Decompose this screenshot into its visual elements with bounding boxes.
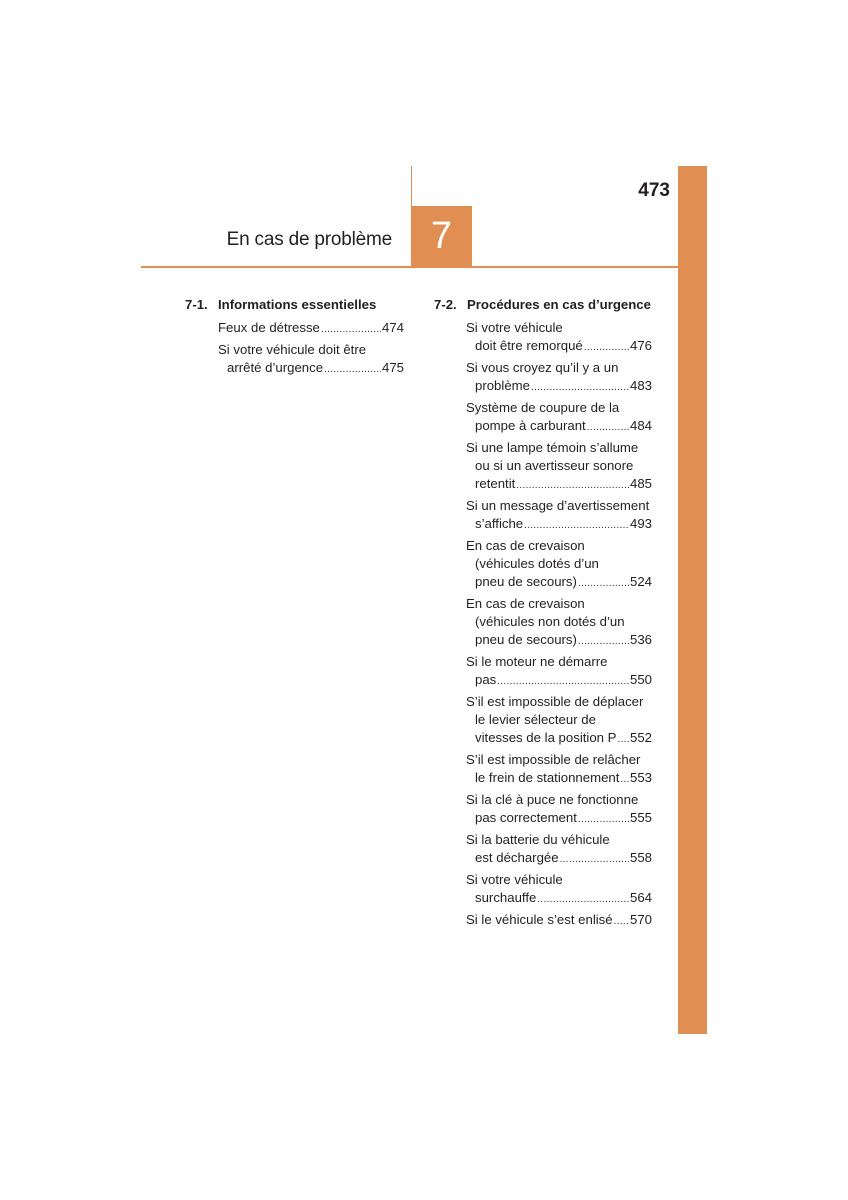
toc-page-number: 552	[629, 730, 652, 745]
dot-leader	[584, 339, 629, 357]
toc-page-number: 558	[629, 850, 652, 865]
toc-entry-text: S’il est impossible de relâcher	[466, 752, 641, 767]
section-title: Informations essentielles	[218, 297, 377, 312]
toc-entry[interactable]	[466, 359, 652, 395]
toc-entry-text: Si un message d’avertissement	[466, 498, 650, 513]
toc-entry-text: Si votre véhicule	[466, 872, 563, 887]
toc-entry-text: le levier sélecteur de	[475, 712, 596, 727]
toc-page-number: 493	[629, 516, 652, 531]
toc-entry-text: ou si un avertisseur sonore	[475, 458, 634, 473]
toc-entry-text: Si votre véhicule doit être	[218, 342, 367, 357]
toc-entry-text: Système de coupure de la	[466, 400, 620, 415]
toc-page-number: 570	[629, 912, 652, 927]
toc-entry[interactable]	[466, 791, 652, 827]
dot-leader	[578, 633, 629, 651]
toc-entry-text: Si le moteur ne démarre	[466, 654, 608, 669]
toc-page-number: 483	[629, 378, 652, 393]
dot-leader	[578, 811, 629, 829]
toc-entry-text: Si vous croyez qu’il y a un	[466, 360, 619, 375]
dot-leader	[614, 913, 629, 931]
section-number: 7-1.	[185, 297, 208, 312]
toc-entry-text: pneu de secours)	[475, 574, 577, 589]
toc-entry[interactable]	[466, 595, 652, 649]
toc-page-number: 524	[629, 574, 652, 589]
toc-page-number: 476	[629, 338, 652, 353]
toc-page-number: 555	[629, 810, 652, 825]
toc-entry[interactable]	[466, 831, 652, 867]
chapter-title: En cas de problème	[226, 229, 392, 250]
section-heading	[434, 296, 652, 314]
toc-entry[interactable]	[466, 497, 652, 533]
dot-leader	[324, 361, 381, 379]
toc-entry[interactable]	[466, 911, 652, 929]
toc-entry-text: Si le véhicule s’est enlisé	[466, 912, 613, 927]
page-number: 473	[638, 180, 670, 201]
toc-entry-text: (véhicules dotés d’un	[475, 556, 599, 571]
header-rule	[141, 266, 678, 268]
toc-section-7-1	[185, 296, 404, 381]
toc-entry-text: s’affiche	[475, 516, 524, 531]
dot-leader	[524, 517, 629, 535]
section-number: 7-2.	[434, 297, 457, 312]
toc-entry-text: Si votre véhicule	[466, 320, 563, 335]
dot-leader	[497, 673, 629, 691]
toc-page-number: 553	[629, 770, 652, 785]
dot-leader	[531, 379, 629, 397]
chapter-side-tab	[678, 166, 707, 1034]
toc-entry[interactable]	[466, 319, 652, 355]
toc-page-number: 484	[629, 418, 652, 433]
toc-page-number: 485	[629, 476, 652, 491]
toc-entry-text: Si la clé à puce ne fonctionne	[466, 792, 639, 807]
toc-entry[interactable]	[466, 399, 652, 435]
toc-entry-text: problème	[475, 378, 530, 393]
toc-entry-text: S’il est impossible de déplacer	[466, 694, 644, 709]
toc-entry[interactable]	[218, 319, 404, 337]
toc-entry-text: Si une lampe témoin s’allume	[466, 440, 639, 455]
toc-entry-text: surchauffe	[475, 890, 537, 905]
section-entries	[434, 319, 652, 929]
toc-entry[interactable]	[466, 439, 652, 493]
toc-entry-text: Si la batterie du véhicule	[466, 832, 610, 847]
toc-page-number: 550	[629, 672, 652, 687]
dot-leader	[516, 477, 629, 495]
toc-entry-text: En cas de crevaison	[466, 596, 585, 611]
toc-entry-text: En cas de crevaison	[466, 538, 585, 553]
chapter-number-box: 7	[411, 206, 472, 266]
toc-page-number: 536	[629, 632, 652, 647]
toc-entry-text: pompe à carburant	[475, 418, 586, 433]
toc-page-number: 564	[629, 890, 652, 905]
dot-leader	[617, 731, 629, 749]
dot-leader	[620, 771, 629, 789]
toc-entry-text: est déchargée	[475, 850, 559, 865]
toc-entry[interactable]	[466, 751, 652, 787]
dot-leader	[560, 851, 629, 869]
toc-entry[interactable]	[466, 653, 652, 689]
dot-leader	[321, 321, 381, 339]
toc-entry[interactable]	[466, 537, 652, 591]
toc-entry-text: doit être remorqué	[475, 338, 583, 353]
toc-entry-text: vitesses de la position P	[475, 730, 617, 745]
toc-entry-text: le frein de stationnement	[475, 770, 620, 785]
toc-section-7-2	[434, 296, 652, 933]
dot-leader	[537, 891, 629, 909]
section-entries	[185, 319, 404, 377]
toc-entry[interactable]	[466, 693, 652, 747]
toc-page-number: 475	[381, 360, 404, 375]
toc-entry-text: pas	[475, 672, 497, 687]
section-heading	[185, 296, 404, 314]
toc-entry-text: pas correctement	[475, 810, 577, 825]
toc-entry-text: pneu de secours)	[475, 632, 577, 647]
toc-entry[interactable]	[466, 871, 652, 907]
toc-page-number: 474	[381, 320, 404, 335]
toc-entry-text: Feux de détresse	[218, 320, 320, 335]
toc-entry[interactable]	[218, 341, 404, 377]
section-title: Procédures en cas d’urgence	[467, 297, 651, 312]
dot-leader	[587, 419, 629, 437]
toc-entry-text: arrêté d’urgence	[227, 360, 324, 375]
dot-leader	[578, 575, 629, 593]
toc-entry-text: (véhicules non dotés d’un	[475, 614, 625, 629]
toc-entry-text: retentit	[475, 476, 516, 491]
